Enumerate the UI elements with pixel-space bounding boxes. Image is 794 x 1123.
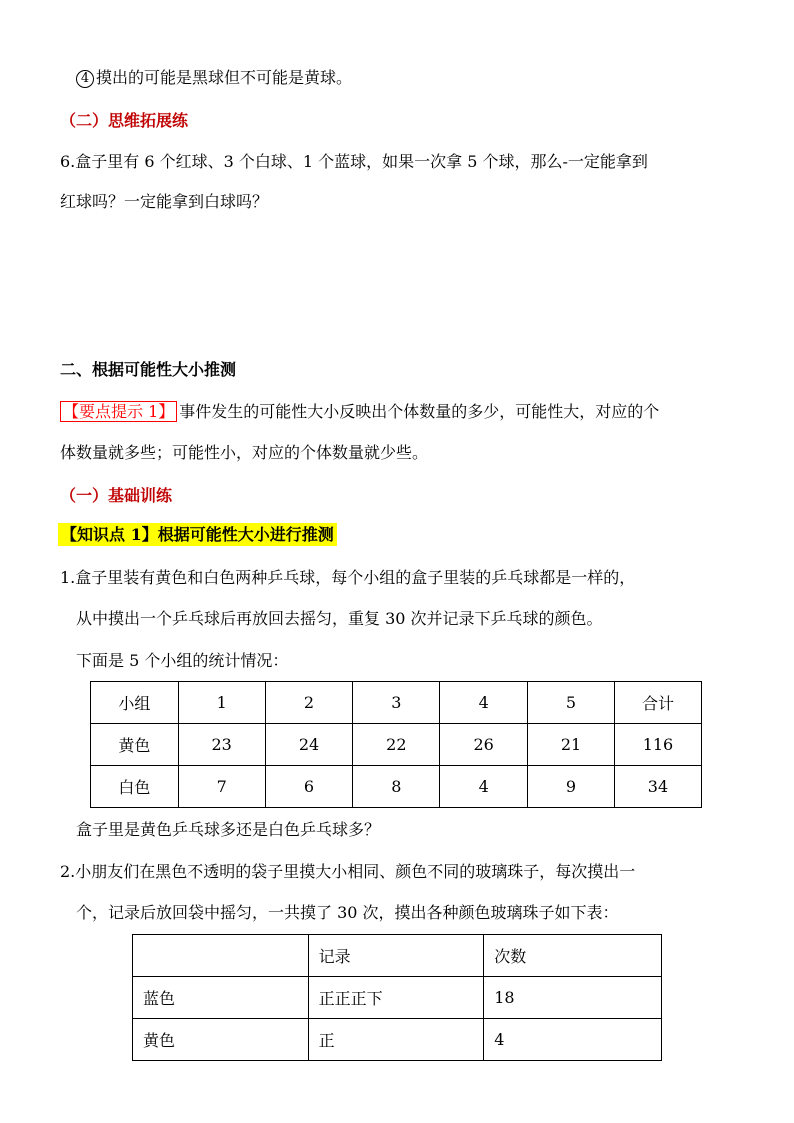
tip-text-1: 事件发生的可能性大小反映出个体数量的多少，可能性大，对应的个 <box>179 402 660 421</box>
table-cell: 4 <box>440 766 528 808</box>
table-row <box>91 766 702 808</box>
tip-label: 【要点提示 1】 <box>60 401 177 422</box>
q1-question: 盒子里是黄色乒乓球多还是白色乒乓球多？ <box>76 820 381 839</box>
table-cell: 22 <box>353 724 440 766</box>
table-cell: 18 <box>484 977 662 1019</box>
table-cell: 1 <box>178 682 265 724</box>
bead-record-table <box>132 934 662 1061</box>
table-cell: 26 <box>440 724 528 766</box>
table-header-row <box>91 682 702 724</box>
section2-title: 二、根据可能性大小推测 <box>60 360 237 379</box>
table-cell: 6 <box>265 766 353 808</box>
knowledge-point <box>58 523 337 546</box>
q2-line2: 个，记录后放回袋中摇匀，一共摸了 30 次，摸出各种颜色玻璃珠子如下表： <box>76 903 619 922</box>
circled-number: 4 <box>76 70 94 88</box>
table-cell: 24 <box>265 724 353 766</box>
table-cell: 4 <box>484 1019 662 1061</box>
q6-line2: 红球吗？一定能拿到白球吗？ <box>60 192 269 211</box>
q1-line1: 1.盒子里装有黄色和白色两种乒乓球，每个小组的盒子里装的乒乓球都是一样的， <box>60 568 636 587</box>
table-cell <box>133 935 309 977</box>
q1-line2: 从中摸出一个乒乓球后再放回去摇匀，重复 30 次并记录下乒乓球的颜色。 <box>76 609 603 628</box>
table-cell: 21 <box>528 724 615 766</box>
q1-line3: 下面是 5 个小组的统计情况： <box>76 651 289 670</box>
table-cell: 7 <box>178 766 265 808</box>
table-cell: 合计 <box>614 682 701 724</box>
section-heading-think: （二）思维拓展练 <box>60 111 189 130</box>
table-cell: 2 <box>265 682 353 724</box>
knowledge-highlight: 【知识点 1】根据可能性大小进行推测 <box>58 523 337 546</box>
q2-line1: 2.小朋友们在黑色不透明的袋子里摸大小相同、颜色不同的玻璃珠子，每次摸出一 <box>60 862 636 881</box>
group-stats-table <box>90 681 702 808</box>
table-cell: 黄色 <box>91 724 179 766</box>
table-cell: 蓝色 <box>133 977 309 1019</box>
table-cell: 3 <box>353 682 440 724</box>
table-cell: 5 <box>528 682 615 724</box>
table-cell: 小组 <box>91 682 179 724</box>
table-cell: 8 <box>353 766 440 808</box>
table-row <box>133 977 662 1019</box>
table-cell: 9 <box>528 766 615 808</box>
item-4-text: 摸出的可能是黑球但不可能是黄球。 <box>96 68 353 87</box>
tip-line2: 体数量就多些；可能性小，对应的个体数量就少些。 <box>60 443 429 462</box>
section-heading-basic: （一）基础训练 <box>60 486 173 505</box>
tip-line1 <box>60 401 659 422</box>
table-cell: 34 <box>614 766 701 808</box>
item-4 <box>76 68 352 88</box>
table-cell: 23 <box>178 724 265 766</box>
tally-cell: 正正正下 <box>308 977 484 1019</box>
table-row <box>133 1019 662 1061</box>
table-cell: 4 <box>440 682 528 724</box>
table-row <box>91 724 702 766</box>
tally-cell: 正 <box>308 1019 484 1061</box>
q6-line1: 6.盒子里有 6 个红球、3 个白球、1 个蓝球，如果一次拿 5 个球，那么-一定能拿到 <box>60 152 648 171</box>
table-cell: 次数 <box>484 935 662 977</box>
table-header-row <box>133 935 662 977</box>
table-cell: 记录 <box>308 935 484 977</box>
table-cell: 白色 <box>91 766 179 808</box>
table-cell: 黄色 <box>133 1019 309 1061</box>
table-cell: 116 <box>614 724 701 766</box>
